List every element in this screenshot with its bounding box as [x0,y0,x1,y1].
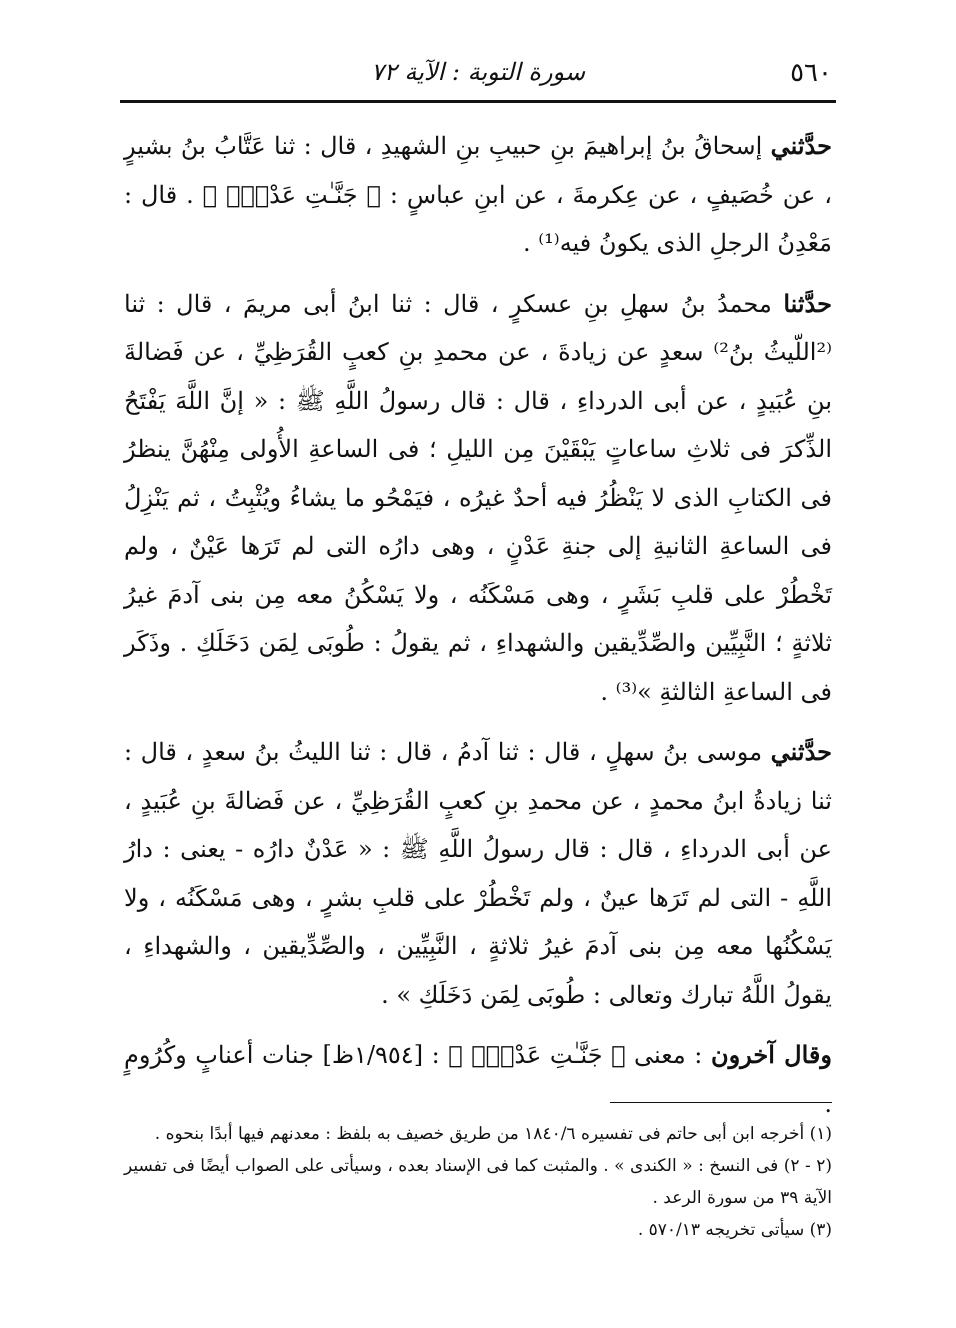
running-title: سورة التوبة : الآية ٧٢ [370,58,586,86]
paragraph-lead: وقال آخرون [710,1040,832,1069]
footnote-rule [610,1102,832,1103]
paragraph [124,280,832,717]
page-header [124,52,832,92]
paragraph-lead: حدَّثنا [783,288,832,318]
paragraph [124,122,832,268]
footnote: (٣) سيأتى تخريجه ٥٧٠/١٣ . [637,1220,832,1240]
paragraph-lead: حدَّثني [770,131,832,160]
paragraph [124,728,832,1019]
footnote: (٢ - ٢) فى النسخ : « الكندى » . والمثبت كما فى الإسناد بعده ، وسيأتى على الصواب أيضًا فى تفسير الآية ٣٩ من سورة الرعد . [124,1156,832,1208]
paragraph-text: محمدُ بنُ سهلِ بنِ عسكرٍ ، قال : ثنا ابنُ أبى مريمَ ، قال : ثنا ⁽²اللّيثُ بنُ²⁾ سعدٍ عن زيادةَ ، عن محمدِ بنِ كعبٍ القُرَظِيِّ ، عن فَضالةَ بنِ عُبَيدٍ ، عن أبى الدرداءِ ، قال : قال رسولُ اللَّهِ ﷺ : « إنَّ اللَّهَ يَفْتَحُ الذِّكرَ فى ثلاثِ ساعاتٍ يَبْقَيْنَ مِن الليلِ ؛ فى الساعةِ الأُولى مِنْهُنَّ ينظرُ فى الكتابِ الذى لا يَنْظُرُ فيه أحدٌ غيرُه ، فيَمْحُو ما يشاءُ ويُثْبِتُ ، ثم يَنْزِلُ فى الساعةِ الثانيةِ إلى جنةِ عَدْنٍ ، وهى دارُه التى لم تَرَها عَيْنٌ ، ولم تَخْطُرْ على قلبِ بَشَرٍ ، وهى مَسْكَنُه ، ولا يَسْكُنُ معه مِن بنى آدمَ غيرُ ثلاثةٍ ؛ النَّبِيِّين والصِّدِّيقين والشهداءِ ، ثم يقولُ : طُوبَى لِمَن دَخَلَكِ . وذَكَر فى الساعةِ الثالثةِ »⁽³⁾ . [124,289,833,706]
paragraph-lead: حدَّثني [770,737,833,766]
page-number: ٥٦٠ [790,58,832,88]
footnotes [124,1118,832,1246]
paragraph-text: : معنى ﴿ جَنَّـٰتِ عَدْنٍۚ ﴾ : [١/٩٥٤ظ] جنات أعنابٍ وكُرُومٍ . [124,1041,832,1118]
main-text [124,122,832,1140]
paragraph [124,1031,832,1128]
paragraph-text: موسى بنُ سهلٍ ، قال : ثنا آدمُ ، قال : ثنا الليثُ بنُ سعدٍ ، قال : ثنا زيادةُ ابنُ محمدٍ ، عن محمدِ بنِ كعبٍ القُرَظِيِّ ، عن فَضالةَ بنِ عُبَيدٍ ، عن أبى الدرداءِ ، قال : قال رسولُ اللَّهِ ﷺ : « عَدْنٌ دارُه - يعنى : دارُ اللَّهِ - التى لم تَرَها عينٌ ، ولم تَخْطُرْ على قلبِ بشرٍ ، وهى مَسْكَنُه ، ولا يَسْكُنُها معه مِن بنى آدمَ غيرُ ثلاثةٍ ، النَّبِيِّين ، والصِّدِّيقين ، والشهداءِ ، يقولُ اللَّهُ تبارك وتعالى : طُوبَى لِمَن دَخَلَكِ » . [124,738,832,1009]
paragraph-text: إسحاقُ بنُ إبراهيمَ بنِ حبيبِ بنِ الشهيدِ ، قال : ثنا عَتَّابُ بنُ بشيرٍ ، عن خُصَيفٍ ، عن عِكرمةَ ، عن ابنِ عباسٍ : ﴿ جَنَّـٰتِ عَدْنٍۚ ﴾ . قال : مَعْدِنُ الرجلِ الذى يكونُ فيه⁽¹⁾ . [124,132,832,257]
header-rule [120,100,836,103]
footnote: (١) أخرجه ابن أبى حاتم فى تفسيره ١٨٤٠/٦ من طريق خصيف به بلفظ : معدنهم فيها أبدًا بنحوه . [154,1124,832,1144]
